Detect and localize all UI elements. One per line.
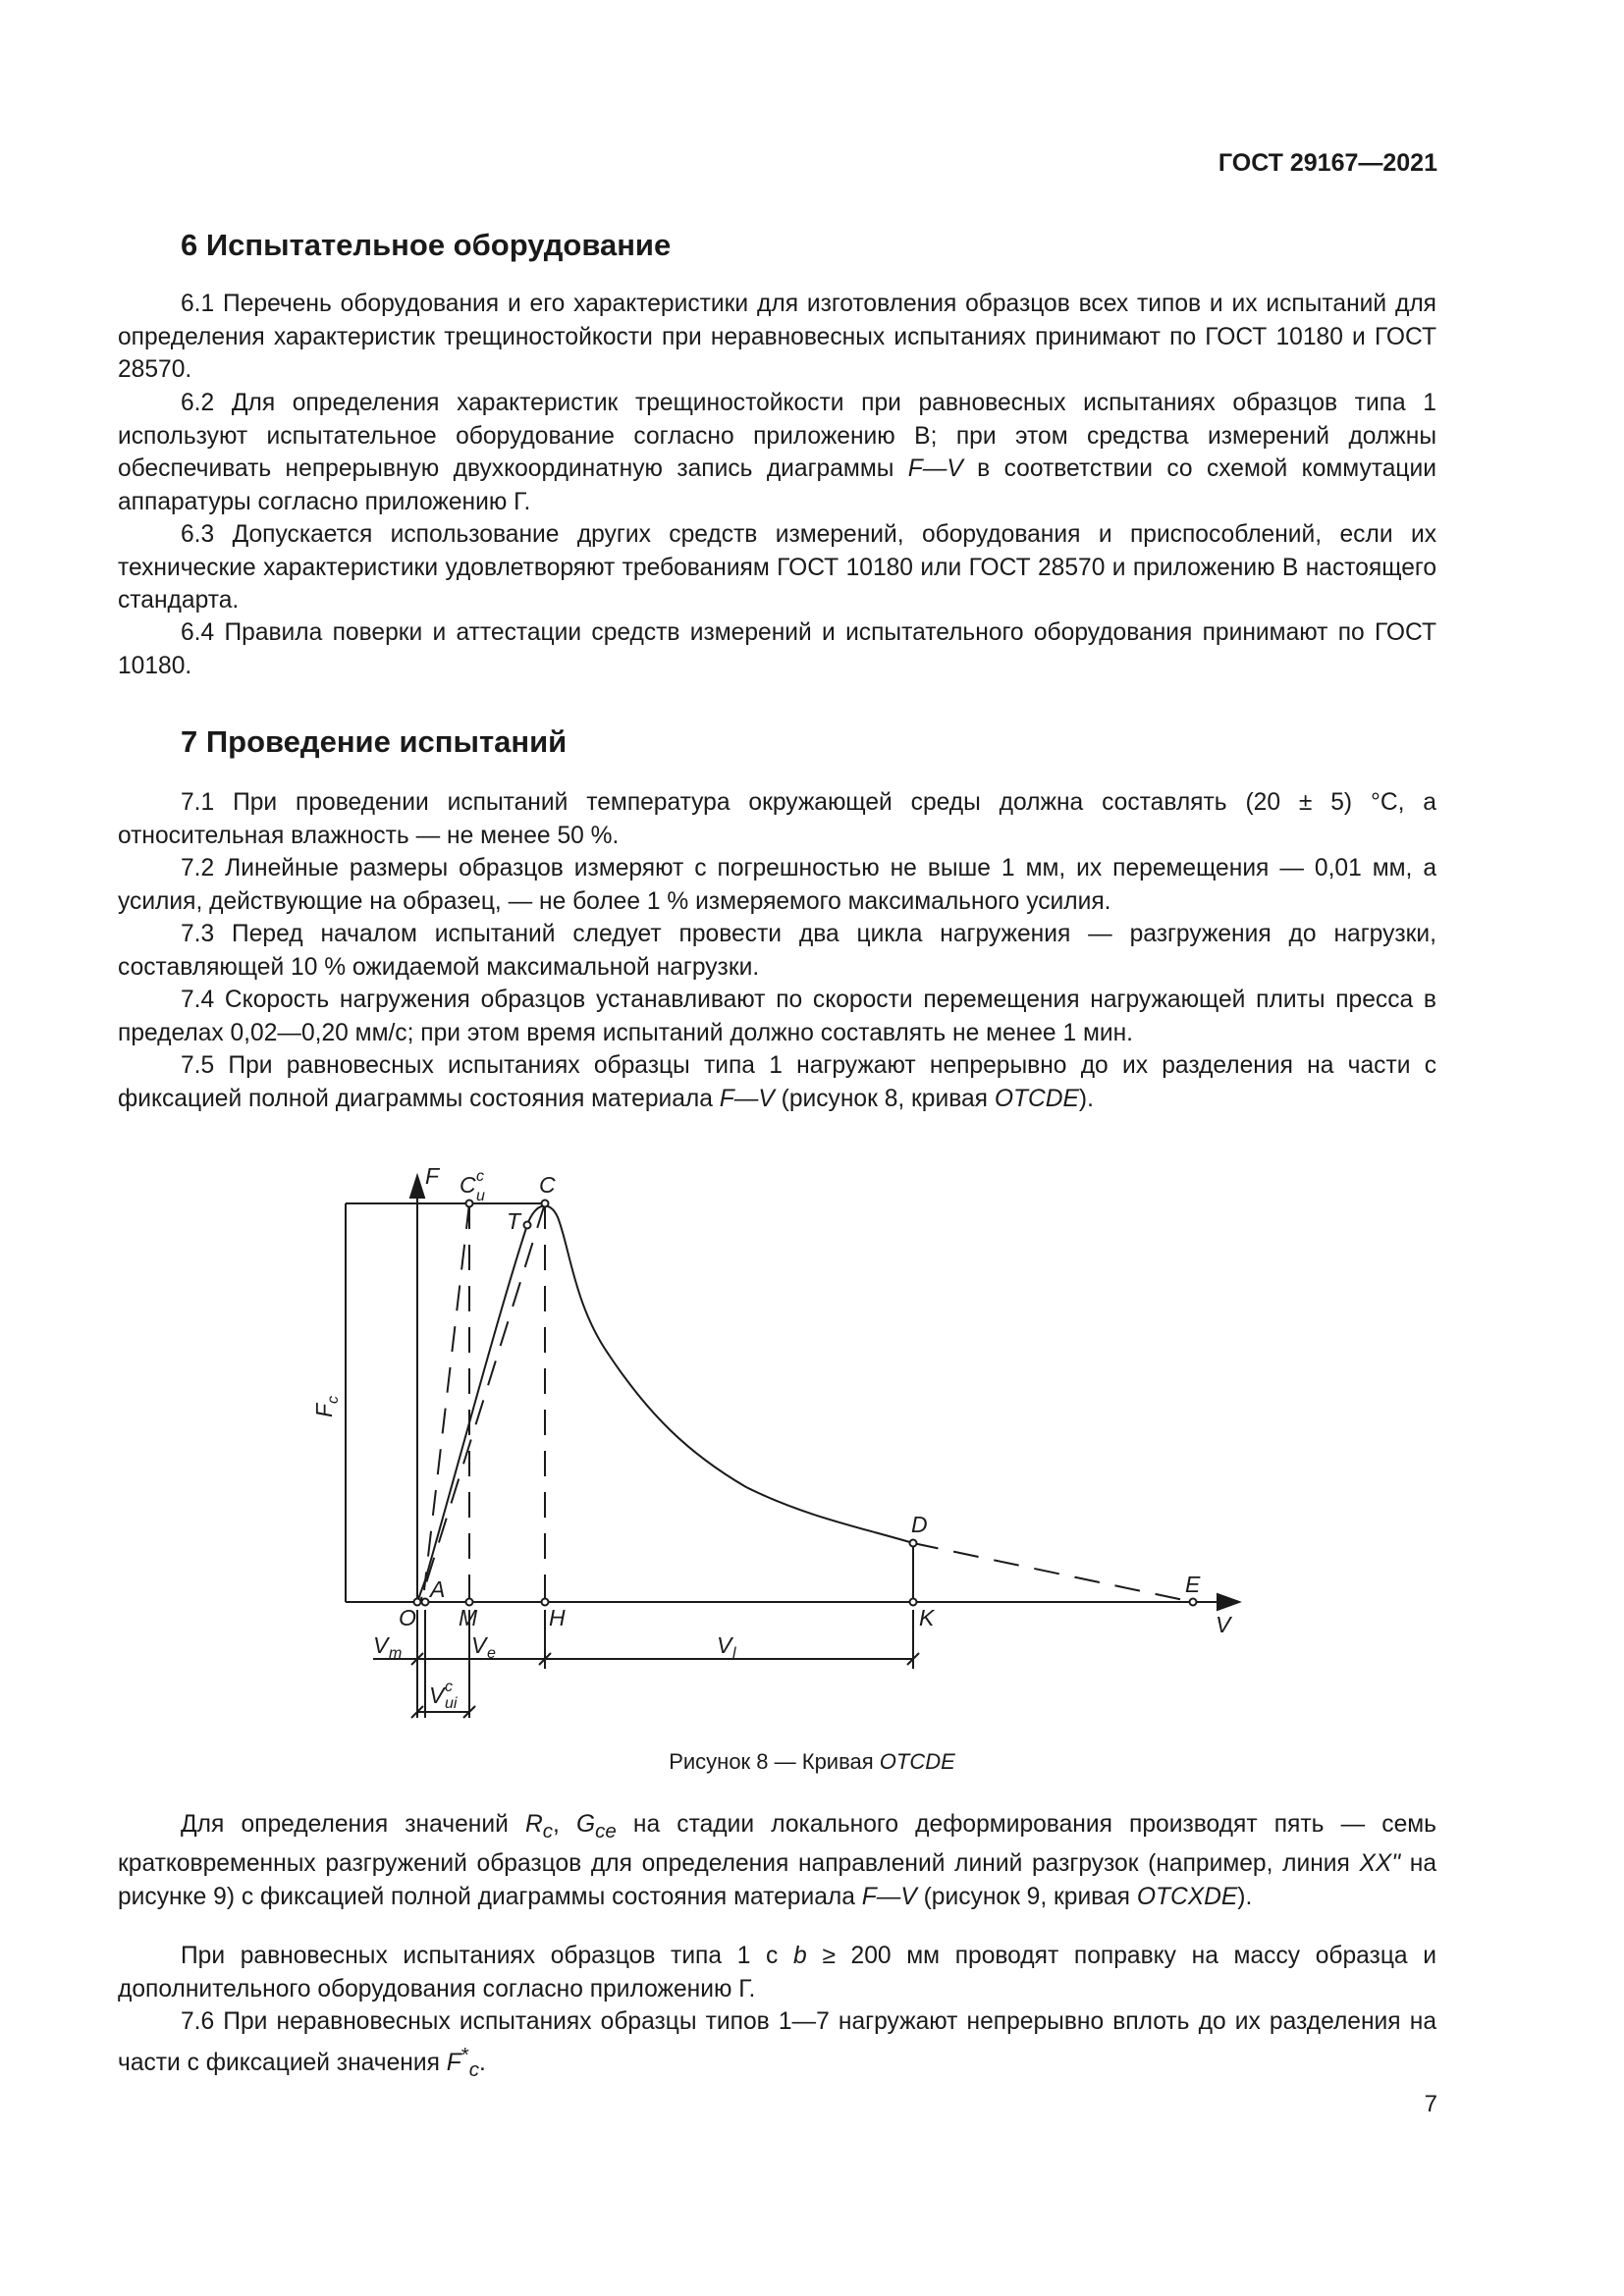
label-cu: C [460, 1172, 476, 1198]
svg-text:ui: ui [445, 1695, 458, 1712]
curve-otcd [417, 1205, 913, 1602]
label-d: D [911, 1512, 928, 1537]
svg-text:l: l [732, 1645, 736, 1662]
point-a [422, 1599, 429, 1606]
label-vm: V [373, 1632, 389, 1658]
label-o: O [399, 1605, 416, 1630]
label-ve: V [471, 1632, 487, 1658]
line-cu-dashed [424, 1203, 469, 1590]
section-6-title: 6 Испытательное оборудование [181, 228, 672, 262]
standard-number: ГОСТ 29167—2021 [1218, 149, 1437, 177]
paragraph-7-4: 7.4 Скорость нагружения образцов устанавливают по скорости перемещения нагружающей плиты пресса в пределах 0,02—0,20 мм/с; при этом время испытаний должно составлять не менее 1 мин. [118, 987, 1436, 1046]
svg-text:m: m [389, 1645, 403, 1662]
figure-8-caption: Рисунок 8 — Кривая OTCDE [669, 1749, 955, 1774]
label-t: T [507, 1208, 521, 1234]
label-k: K [919, 1605, 935, 1630]
paragraph-6-2: 6.2 Для определения характеристик трещиностойкости при равновесных испытаниях образцов типа 1 используют испытательное оборудование согласно приложению В; при этом средства измерений должны обеспечивать непрерывную двухкоординатную запись диаграммы F—V в соответствии со схемой коммутации аппаратуры согласно приложению Г. [118, 390, 1436, 515]
label-m: M [459, 1605, 478, 1630]
paragraph-7-5: 7.5 При равновесных испытаниях образцы типа 1 нагружают непрерывно до их разделения на части с фиксацией полной диаграммы состояния материала F—V (рисунок 8, кривая OTCDE). [118, 1052, 1436, 1112]
paragraph-6-4: 6.4 Правила поверки и аттестации средств измерений и испытательного оборудования принимают по ГОСТ 10180. [118, 619, 1436, 679]
section-7-title: 7 Проведение испытаний [181, 724, 568, 759]
paragraph-rc-gce: Для определения значений $R_c$, $G_{ce}$ на стадии локального деформирования производят пять — семь кратковременных разгружений образцов для определения направлений линий разгрузок (например, линия XX" на рисунке 9) с фиксацией полной диаграммы состояния материала F—V (рисунок 9, кривая OTCXDE). [118, 1811, 1437, 1910]
label-h: H [549, 1605, 566, 1630]
paragraph-7-6: 7.6 При неравновесных испытаниях образцы типов 1—7 нагружают непрерывно вплоть до их разделения на части с фиксацией значения $F^*_c$. [118, 2008, 1436, 2081]
point-t [524, 1222, 531, 1229]
svg-text:e: e [487, 1645, 496, 1662]
point-cu [466, 1201, 473, 1207]
paragraph-7-3: 7.3 Перед началом испытаний следует провести два цикла нагружения — разгружения до нагрузки, составляющей 10 % ожидаемой максимальной нагрузки. [118, 921, 1436, 981]
label-f: F [425, 1163, 440, 1189]
svg-text:u: u [476, 1188, 485, 1204]
label-v: V [1216, 1612, 1231, 1637]
svg-text:c: c [445, 1679, 453, 1695]
label-a: A [430, 1576, 446, 1602]
svg-text:c: c [476, 1168, 484, 1185]
point-h [542, 1599, 549, 1606]
svg-text:c: c [325, 1396, 342, 1404]
label-fc: F [311, 1403, 337, 1417]
page-number: 7 [1424, 2091, 1437, 2117]
paragraph-6-3: 6.3 Допускается использование других средств измерений, оборудования и приспособлений, если их технические характеристики удовлетворяют требованиям ГОСТ 10180 или ГОСТ 28570 и приложению В настоящего стандарта. [118, 521, 1436, 614]
paragraph-7-2: 7.2 Линейные размеры образцов измеряют с погрешностью не выше 1 мм, их перемещения — 0,01 мм, а усилия, действующие на образец, — не более 1 % измеряемого максимального усилия. [118, 855, 1436, 915]
label-e: E [1185, 1572, 1201, 1597]
label-vui: V [429, 1682, 445, 1708]
curve-de-dashed [913, 1543, 1193, 1602]
point-c [542, 1201, 549, 1207]
point-e [1190, 1599, 1197, 1606]
line-c-unload-dashed [420, 1203, 545, 1602]
label-c: C [539, 1172, 556, 1198]
point-k [910, 1599, 917, 1606]
paragraph-6-1: 6.1 Перечень оборудования и его характеристики для изготовления образцов всех типов и их испытаний для определения характеристик трещиностойкости при неравновесных испытаниях принимают по ГОСТ 10180 и ГОСТ 28570. [118, 291, 1436, 383]
paragraph-7-1: 7.1 При проведении испытаний температура окружающей среды должна составлять (20 ± 5) °С, а относительная влажность — не менее 50 %. [118, 789, 1436, 849]
point-d [910, 1540, 917, 1547]
paragraph-mass-correction: При равновесных испытаниях образцов типа 1 с b ≥ 200 мм проводят поправку на массу образца и дополнительного оборудования согласно приложению Г. [118, 1943, 1436, 2002]
label-vl: V [717, 1632, 732, 1658]
